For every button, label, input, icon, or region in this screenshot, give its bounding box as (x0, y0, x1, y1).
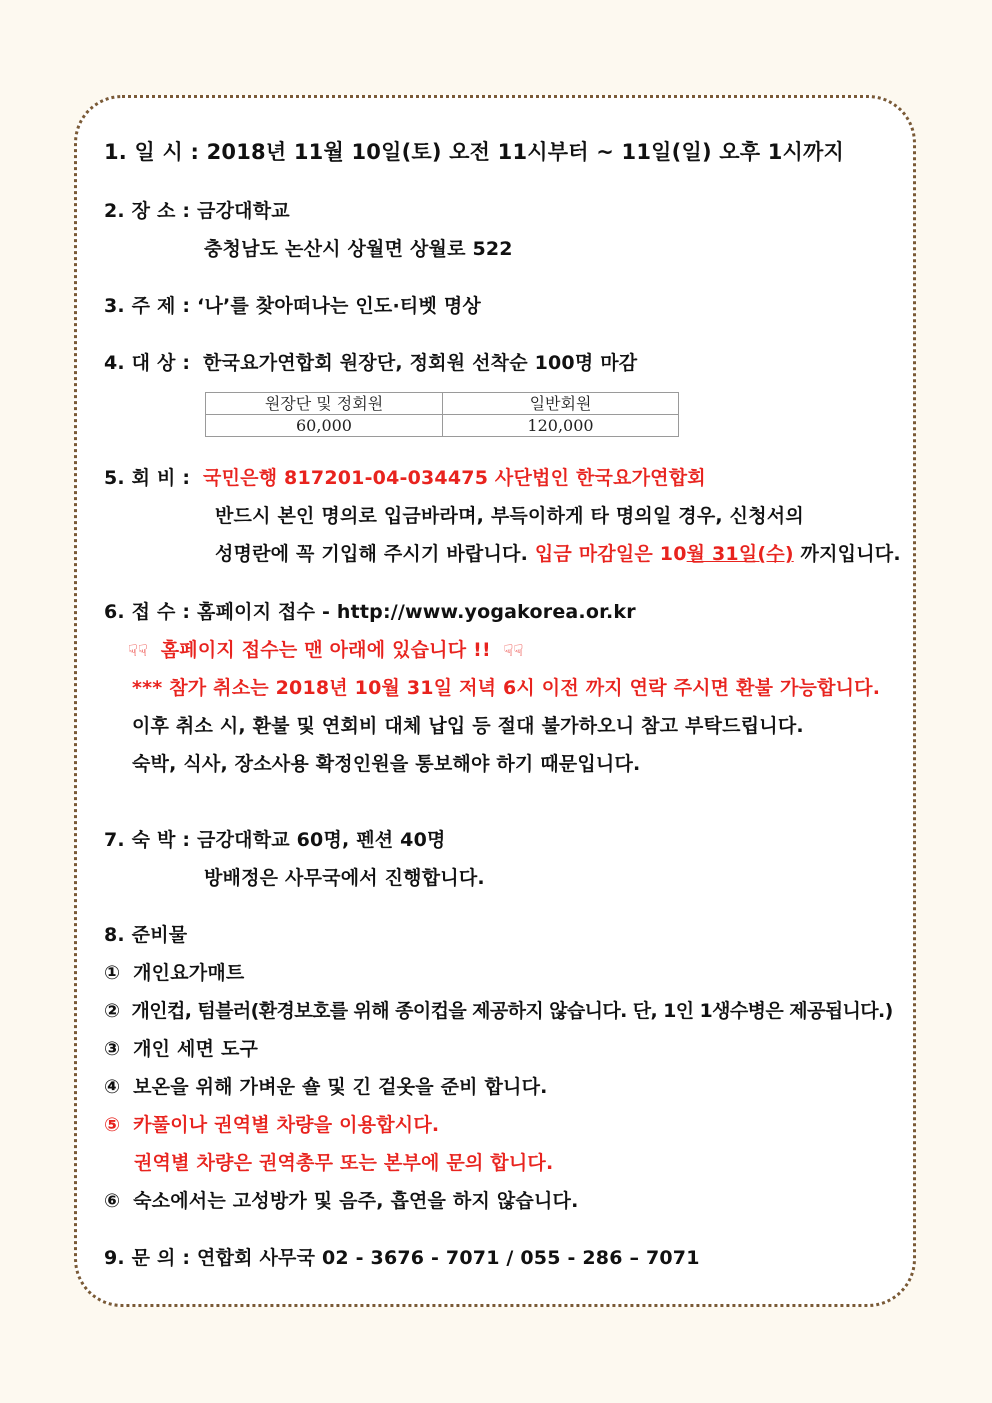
target-label: 4. 대 상 : (104, 352, 191, 374)
theme-text: ‘나’를 찾아떠나는 인도·티벳 명상 (197, 295, 481, 317)
venue-address: 충청남도 논산시 상월면 상월로 522 (204, 238, 513, 260)
list-item (104, 1072, 548, 1099)
deadline-date: 월 31일(수) (686, 543, 794, 565)
lodging-label: 7. 숙 박 : (104, 829, 191, 851)
fee-header-general: 일반회원 (443, 393, 679, 415)
registration-label: 6. 접 수 : (104, 601, 191, 623)
cancel-reason: 숙박, 식사, 장소사용 확정인원을 통보해야 하기 때문입니다. (132, 753, 641, 775)
pointing-hand-icon: ☟☟ (128, 641, 148, 660)
fee-label: 5. 회 비 : (104, 467, 191, 489)
item-text: 개인 세면 도구 (133, 1038, 259, 1060)
fee-table (205, 392, 679, 437)
registration-notice (128, 635, 524, 662)
carpool-note: 권역별 차량은 권역총무 또는 본부에 문의 합니다. (134, 1152, 554, 1174)
section-supplies: 8. 준비물 (104, 924, 188, 946)
registration-text: 홈페이지 접수 - http://www.yogakorea.or.kr (197, 601, 636, 623)
fee-note-text: 성명란에 꼭 기입해 주시기 바랍니다. (215, 543, 528, 565)
section-theme (104, 291, 481, 318)
schedule-text: 2018년 11월 10일(토) 오전 11시부터 ~ 11일(일) 오후 1시까지 (206, 140, 845, 164)
item-number: ③ (104, 1038, 121, 1060)
contact-text: 연합회 사무국 02 - 3676 - 7071 / 055 - 286 – 7071 (197, 1247, 700, 1269)
list-item (104, 996, 893, 1023)
item-text: 숙소에서는 고성방가 및 음주, 흡연을 하지 않습니다. (133, 1190, 579, 1212)
fee-header-member: 원장단 및 정회원 (206, 393, 443, 415)
item-number: ① (104, 962, 121, 984)
item-text: 보온을 위해 가벼운 숄 및 긴 겉옷을 준비 합니다. (133, 1076, 548, 1098)
fee-note-line2 (215, 539, 901, 566)
notice-text: 홈페이지 접수는 맨 아래에 있습니다 !! (160, 639, 491, 661)
item-text: 개인요가매트 (133, 962, 245, 984)
venue-label: 2. 장 소 : (104, 200, 191, 222)
item-number: ⑥ (104, 1190, 121, 1212)
bank-account: 국민은행 817201-04-034475 사단법인 한국요가연합회 (203, 467, 706, 489)
lodging-note: 방배정은 사무국에서 진행합니다. (204, 867, 485, 889)
item-text: 개인컵, 텀블러(환경보호를 위해 종이컵을 제공하지 않습니다. 단, 1인 1생수병은 제공됩니다.) (131, 1000, 893, 1022)
schedule-label: 1. 일 시 : (104, 140, 200, 164)
fee-note-line1: 반드시 본인 명의로 입금바라며, 부득이하게 타 명의일 경우, 신청서의 (215, 505, 804, 527)
deadline-text: 입금 마감일은 10 (534, 543, 687, 565)
list-item (104, 1034, 258, 1061)
target-text: 한국요가연합회 원장단, 정회원 선착순 100명 마감 (203, 352, 638, 374)
section-registration (104, 597, 636, 624)
list-item (104, 1110, 439, 1137)
section-fee (104, 463, 706, 490)
venue-name: 금강대학교 (197, 200, 290, 222)
item-number: ② (104, 1000, 120, 1022)
fee-value-member: 60,000 (206, 415, 443, 437)
cancel-policy: *** 참가 취소는 2018년 10월 31일 저녁 6시 이전 까지 연락 주시면 환불 가능합니다. (132, 677, 881, 699)
cancel-after: 이후 취소 시, 환불 및 연회비 대체 납입 등 절대 불가하오니 참고 부탁드립니다. (132, 715, 804, 737)
pointing-hand-icon: ☟☟ (503, 641, 524, 660)
list-item (104, 958, 244, 985)
theme-label: 3. 주 제 : (104, 295, 191, 317)
fee-value-general: 120,000 (443, 415, 679, 437)
contact-label: 9. 문 의 : (104, 1247, 191, 1269)
section-contact (104, 1243, 700, 1270)
section-schedule (104, 136, 844, 166)
section-target (104, 348, 637, 375)
section-venue (104, 196, 290, 223)
table-row (206, 393, 679, 415)
item-text: 카풀이나 권역별 차량을 이용합시다. (133, 1114, 440, 1136)
item-number: ⑤ (104, 1114, 121, 1136)
item-number: ④ (104, 1076, 121, 1098)
table-row (206, 415, 679, 437)
list-item (104, 1186, 578, 1213)
section-lodging (104, 825, 446, 852)
deadline-suffix: 까지입니다. (800, 543, 901, 565)
lodging-text: 금강대학교 60명, 펜션 40명 (197, 829, 446, 851)
